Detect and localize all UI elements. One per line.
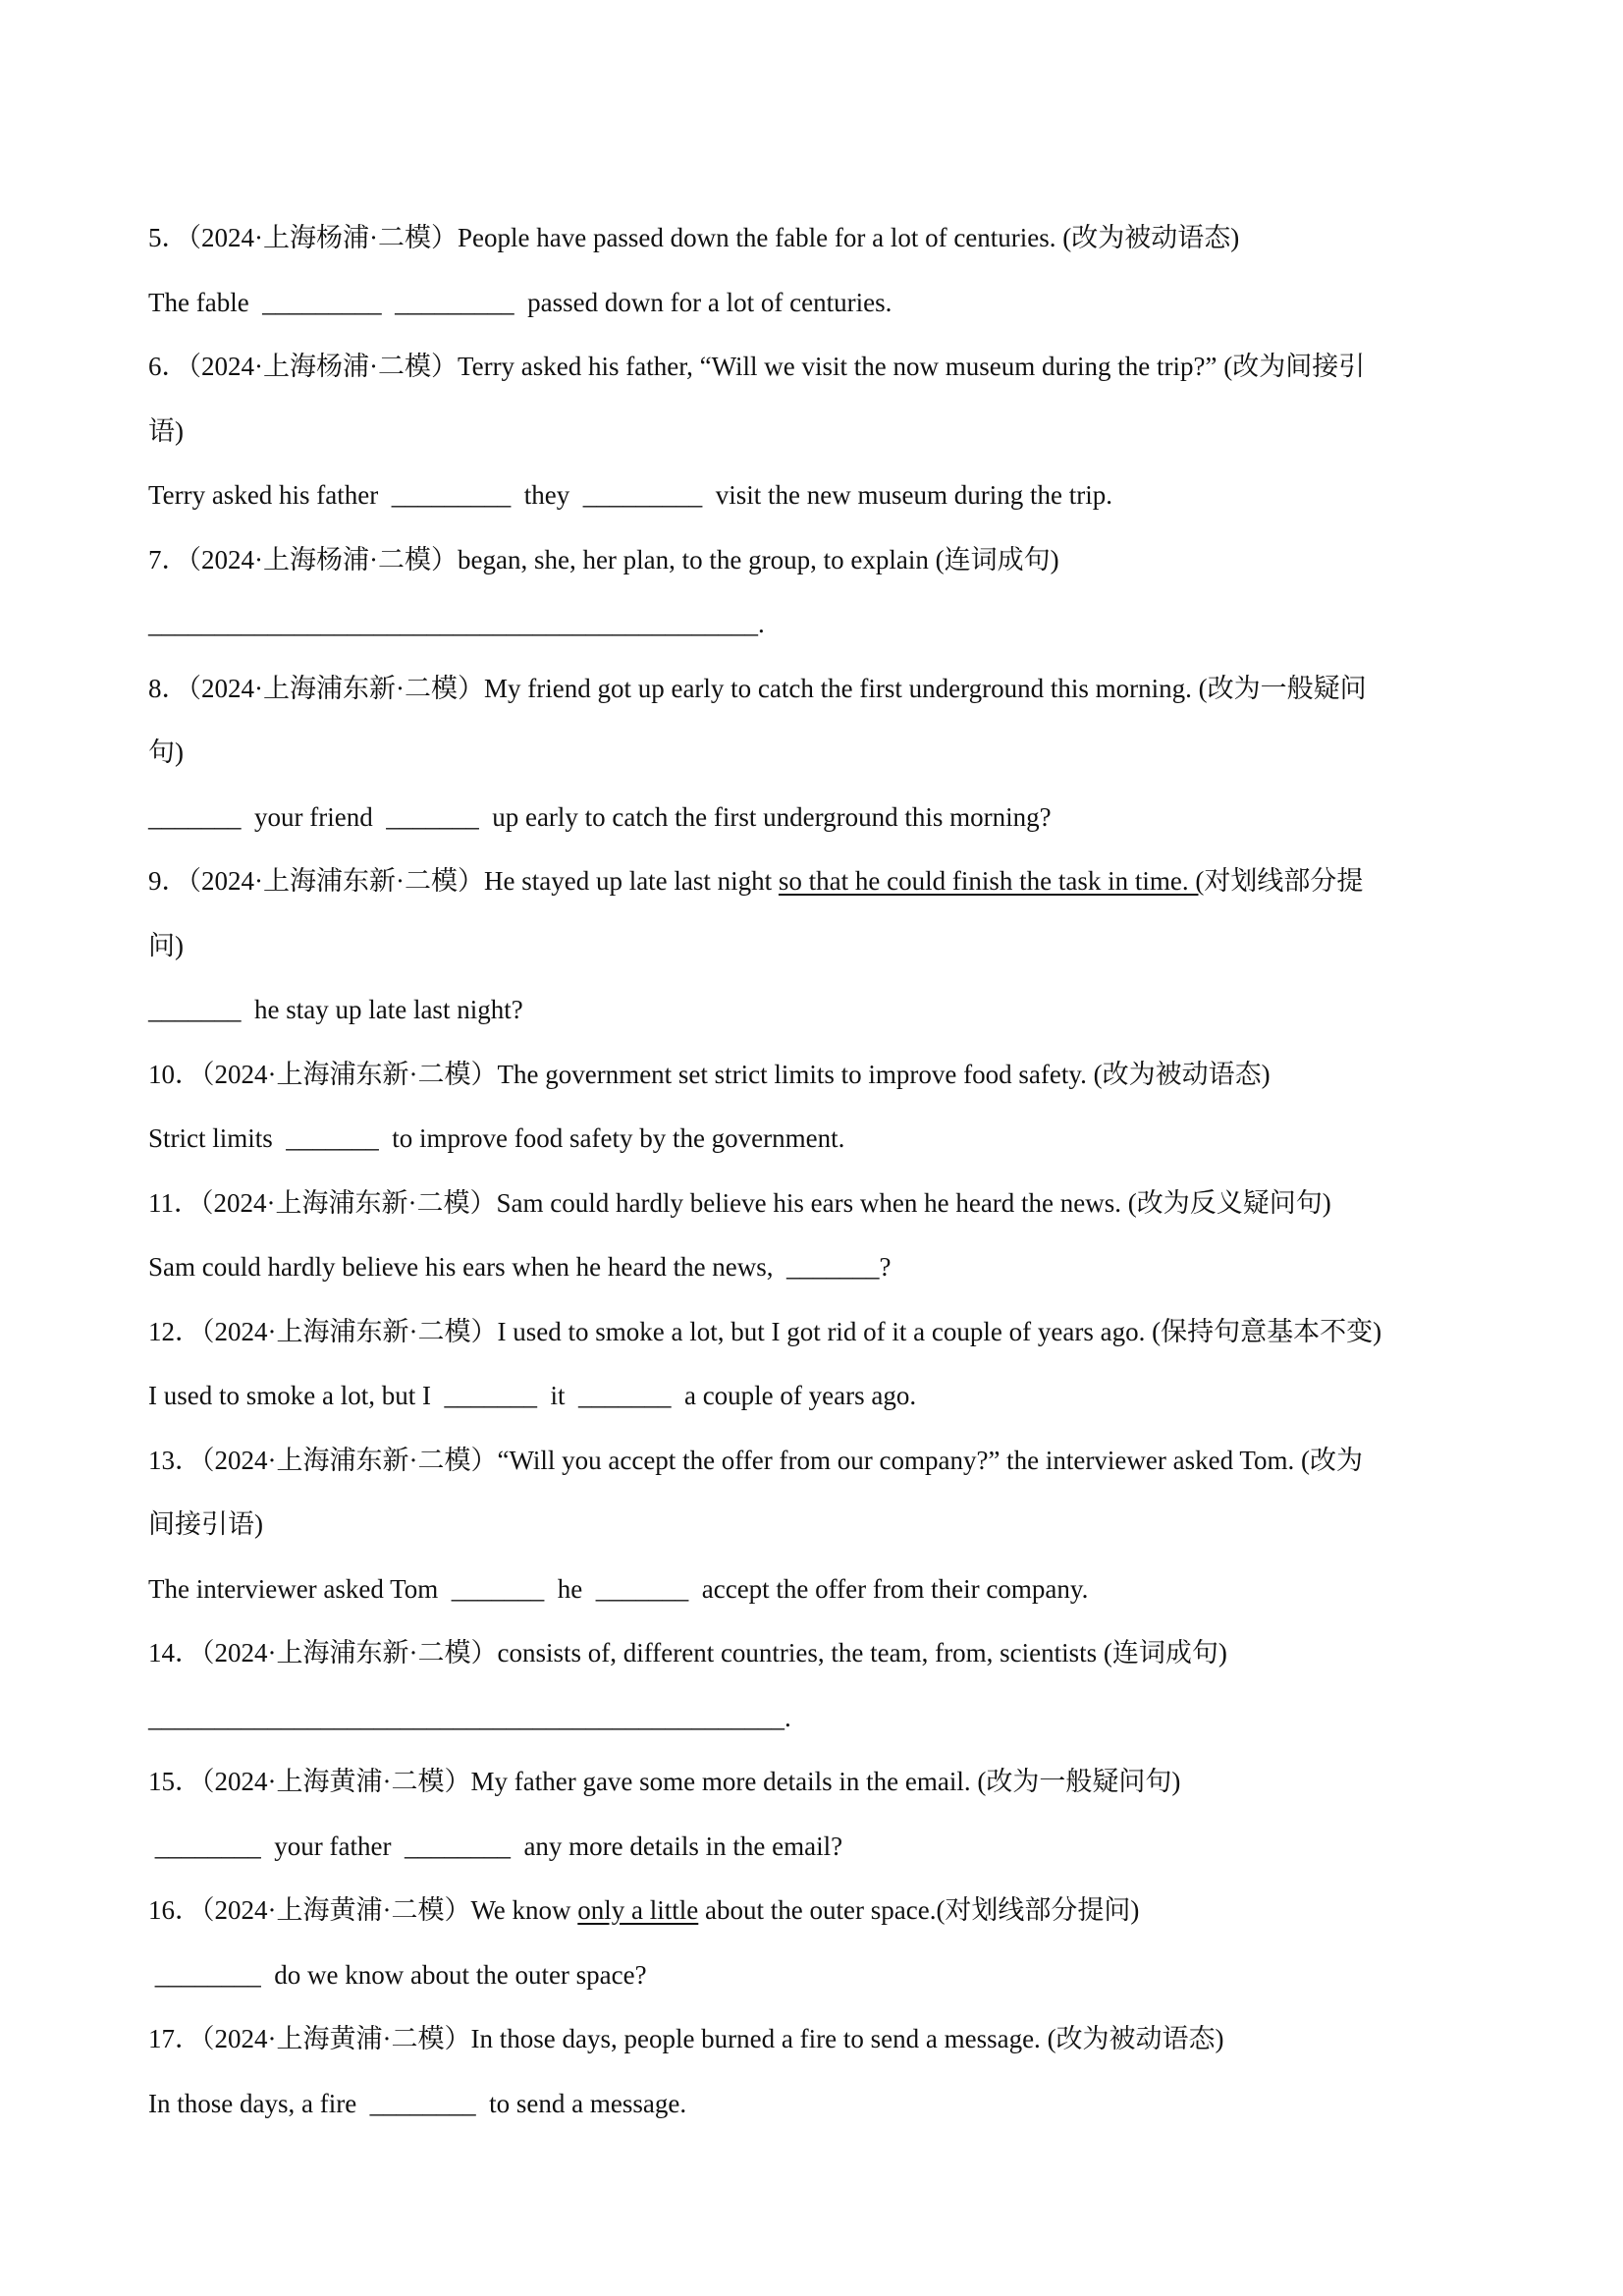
- question-source: （2024·上海浦东新·二模）: [188, 866, 484, 896]
- question-number: 11．: [148, 1187, 200, 1218]
- question-8-answer-line[interactable]: _______ your friend _______ up early to catch the first underground this morning?: [148, 801, 1052, 832]
- question-instruction: (改为间接引: [1217, 352, 1366, 381]
- question-number: 12．: [148, 1316, 201, 1346]
- question-9-answer-line[interactable]: _______ he stay up late last night?: [148, 995, 523, 1024]
- question-instruction: (改为被动语态): [1055, 223, 1240, 252]
- question-source: （2024·上海杨浦·二模）: [188, 223, 458, 252]
- question-text: The government set strict limits to improve food safety.: [497, 1059, 1087, 1089]
- question-number: 9．: [148, 866, 189, 896]
- question-text: “Will you accept the offer from our company?” the interviewer asked Tom.: [497, 1445, 1295, 1475]
- question-number: 8．: [148, 673, 189, 703]
- question-17-prompt: [148, 2007, 1503, 2072]
- question-number: 13．: [148, 1445, 201, 1475]
- question-8-prompt: [148, 657, 1503, 722]
- question-source: （2024·上海浦东新·二模）: [201, 1316, 498, 1346]
- question-source: （2024·上海黄浦·二模）: [201, 2024, 471, 2053]
- question-number: 6．: [148, 352, 189, 381]
- question-source: （2024·上海杨浦·二模）: [188, 544, 458, 574]
- question-15-answer-line[interactable]: ________ your father ________ any more details in the email?: [148, 1831, 843, 1861]
- question-source: （2024·上海黄浦·二模）: [201, 1895, 471, 1925]
- question-14-answer-line[interactable]: ________________________________________________.: [148, 1702, 791, 1732]
- question-instruction: (改为被动语态): [1086, 1059, 1271, 1089]
- question-number: 14．: [148, 1638, 201, 1667]
- underlined-phrase: only a little: [577, 1895, 699, 1925]
- question-16-prompt: [148, 1879, 1503, 1943]
- question-text: We know: [470, 1895, 578, 1925]
- question-text: In those days, people burned a fire to send a message.: [470, 2024, 1041, 2053]
- question-10-answer-line[interactable]: Strict limits _______ to improve food safety by the government.: [148, 1123, 845, 1153]
- question-6-prompt: [148, 335, 1503, 400]
- question-source: （2024·上海浦东新·二模）: [201, 1445, 498, 1475]
- question-instruction: (对划线部分提问): [936, 1895, 1140, 1925]
- question-13-instruction-cont: 间接引语): [148, 1509, 263, 1539]
- question-12-answer-line[interactable]: I used to smoke a lot, but I _______ it _______ a couple of years ago.: [148, 1381, 917, 1410]
- question-number: 5．: [148, 223, 189, 252]
- question-9-instruction-cont: 问): [148, 930, 184, 960]
- question-text: Terry asked his father, “Will we visit the now museum during the trip?”: [457, 352, 1217, 381]
- question-6-answer-line[interactable]: Terry asked his father _________ they _________ visit the new museum during the trip.: [148, 480, 1112, 510]
- question-instruction: (改为一般疑问句): [970, 1767, 1181, 1796]
- question-13-prompt: [148, 1429, 1503, 1494]
- question-14-prompt: [148, 1621, 1503, 1686]
- question-source: （2024·上海浦东新·二模）: [200, 1187, 497, 1218]
- question-text: My friend got up early to catch the first underground this morning.: [483, 673, 1192, 703]
- question-5-answer-line[interactable]: The fable _________ _________ passed down for a lot of centuries.: [148, 287, 893, 317]
- question-source: （2024·上海浦东新·二模）: [188, 673, 484, 703]
- question-6-instruction-cont: 语): [148, 415, 184, 446]
- question-8-instruction-cont: 句): [148, 738, 184, 767]
- underlined-phrase: so that he could finish the task in time. (: [778, 866, 1205, 896]
- question-12-prompt: [148, 1300, 1503, 1365]
- question-13-answer-line[interactable]: The interviewer asked Tom _______ he _______ accept the offer from their company.: [148, 1573, 1089, 1604]
- question-7-prompt: [148, 528, 1503, 593]
- question-source: （2024·上海黄浦·二模）: [201, 1767, 471, 1796]
- question-source: （2024·上海杨浦·二模）: [188, 352, 458, 381]
- question-text: He stayed up late last night: [483, 866, 779, 896]
- question-number: 10．: [148, 1059, 201, 1089]
- question-instruction: (连词成句): [1097, 1638, 1227, 1667]
- question-text: began, she, her plan, to the group, to explain: [457, 544, 929, 574]
- question-11-answer-line[interactable]: Sam could hardly believe his ears when he heard the news, _______?: [148, 1252, 892, 1282]
- question-7-answer-line[interactable]: ______________________________________________.: [148, 609, 765, 638]
- question-instruction: (保持句意基本不变): [1145, 1316, 1382, 1346]
- question-number: 7．: [148, 544, 189, 574]
- question-list: [148, 206, 1503, 2136]
- question-number: 17．: [148, 2024, 201, 2053]
- question-number: 16．: [148, 1895, 201, 1925]
- question-17-answer-line[interactable]: In those days, a fire ________ to send a message.: [148, 2088, 687, 2118]
- question-instruction: (连词成句): [928, 544, 1059, 574]
- question-source: （2024·上海浦东新·二模）: [201, 1638, 498, 1667]
- question-source: （2024·上海浦东新·二模）: [201, 1059, 498, 1089]
- question-5-prompt: [148, 206, 1503, 271]
- question-instruction: (改为: [1294, 1445, 1363, 1475]
- question-11-prompt: [148, 1172, 1503, 1236]
- question-10-prompt: [148, 1043, 1503, 1108]
- question-text: People have passed down the fable for a lot of centuries.: [457, 223, 1056, 252]
- question-instruction: (改为一般疑问: [1191, 673, 1367, 703]
- question-instruction: (改为被动语态): [1040, 2024, 1224, 2053]
- question-9-prompt: [148, 849, 1503, 914]
- question-number: 15．: [148, 1767, 201, 1796]
- question-16-answer-line[interactable]: ________ do we know about the outer space?: [148, 1959, 647, 1990]
- question-15-prompt: [148, 1750, 1503, 1815]
- question-text: consists of, different countries, the team, from, scientists: [497, 1638, 1098, 1667]
- question-text: Sam could hardly believe his ears when he heard the news.: [496, 1187, 1122, 1218]
- question-text-after: about the outer space.: [698, 1895, 937, 1925]
- question-text: My father gave some more details in the email.: [470, 1767, 971, 1796]
- question-instruction: (改为反义疑问句): [1121, 1187, 1331, 1218]
- question-text: I used to smoke a lot, but I got rid of it a couple of years ago.: [497, 1316, 1146, 1346]
- question-instruction: 对划线部分提: [1204, 866, 1364, 896]
